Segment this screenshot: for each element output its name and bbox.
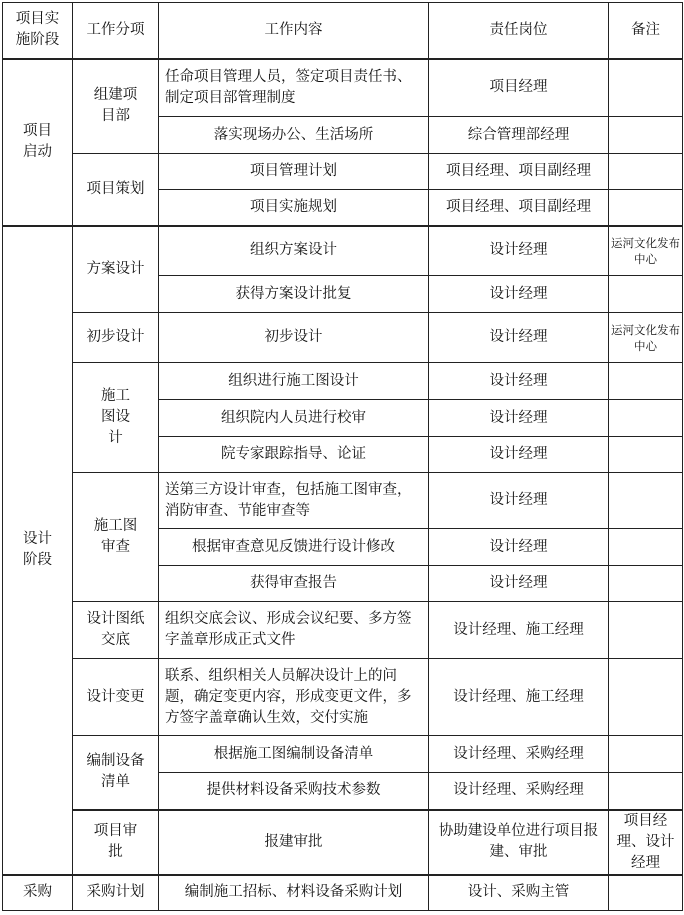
- note-cell: [609, 473, 683, 529]
- content-cell: 编制施工招标、材料设备采购计划: [159, 875, 429, 911]
- table-row: [3, 154, 683, 190]
- content-cell: 根据审查意见反馈进行设计修改: [159, 529, 429, 566]
- note-cell: [609, 736, 683, 773]
- table-row: [3, 59, 683, 117]
- table-row: [3, 313, 683, 363]
- item-cell: 施工图审查: [73, 473, 159, 602]
- role-cell: 设计经理: [429, 566, 609, 602]
- role-cell: 项目经理、项目副经理: [429, 190, 609, 226]
- item-cell: 方案设计: [73, 226, 159, 313]
- work-breakdown-table: [2, 2, 683, 911]
- stage-cell: 采购: [3, 875, 73, 911]
- content-cell: 组织交底会议、形成会议纪要、多方签字盖章形成正式文件: [159, 602, 429, 659]
- role-cell: 设计经理: [429, 400, 609, 437]
- role-cell: 设计经理: [429, 473, 609, 529]
- content-cell: 组织进行施工图设计: [159, 363, 429, 400]
- role-cell: 项目经理: [429, 59, 609, 117]
- item-cell: 施工图设计: [73, 363, 159, 473]
- item-cell: 采购计划: [73, 875, 159, 911]
- role-cell: 设计经理: [429, 437, 609, 473]
- note-cell: [609, 529, 683, 566]
- content-cell: 落实现场办公、生活场所: [159, 117, 429, 154]
- content-cell: 项目实施规划: [159, 190, 429, 226]
- role-cell: 设计经理: [429, 313, 609, 363]
- item-cell: 报建审批: [159, 810, 429, 875]
- table-row: [3, 363, 683, 400]
- note-cell: [609, 437, 683, 473]
- item-cell: 设计变更: [73, 659, 159, 736]
- role-cell: 综合管理部经理: [429, 117, 609, 154]
- note-cell: [609, 659, 683, 736]
- table-row: [3, 602, 683, 659]
- table-row: [3, 473, 683, 529]
- role-cell: 设计经理、施工经理: [429, 659, 609, 736]
- note-cell: 运河文化发布中心: [609, 226, 683, 276]
- table-row: [3, 226, 683, 276]
- role-cell: 设计经理: [429, 529, 609, 566]
- content-cell: 初步设计: [159, 313, 429, 363]
- role-cell: 设计经理: [429, 276, 609, 313]
- content-cell: 项目管理计划: [159, 154, 429, 190]
- content-cell: 获得审查报告: [159, 566, 429, 602]
- role-cell: 设计经理、采购经理: [429, 736, 609, 773]
- note-cell: [609, 773, 683, 810]
- role-cell: 设计经理: [429, 363, 609, 400]
- content-cell: 获得方案设计批复: [159, 276, 429, 313]
- content-cell: 联系、组织相关人员解决设计上的问题，确定变更内容，形成变更文件，多方签字盖章确认生效，交付实施: [159, 659, 429, 736]
- note-cell: [609, 190, 683, 226]
- content-cell: 提供材料设备采购技术参数: [159, 773, 429, 810]
- role-cell: 项目经理、项目副经理: [429, 154, 609, 190]
- header-role: 责任岗位: [429, 3, 609, 59]
- note-cell: [609, 875, 683, 911]
- table-header-row: [3, 3, 683, 59]
- header-content: 工作内容: [159, 3, 429, 59]
- note-cell: [609, 566, 683, 602]
- content-cell: 院专家跟踪指导、论证: [159, 437, 429, 473]
- item-cell: 设计图纸交底: [73, 602, 159, 659]
- table-row: [3, 810, 683, 875]
- stage-cell: 项目启动: [3, 59, 73, 226]
- content-cell: 送第三方设计审查，包括施工图审查，消防审查、节能审查等: [159, 473, 429, 529]
- header-item: 工作分项: [73, 3, 159, 59]
- note-cell: [609, 602, 683, 659]
- header-stage: 项目实施阶段: [3, 3, 73, 59]
- content-cell: 协助建设单位进行项目报建、审批: [429, 810, 609, 875]
- note-cell: [609, 117, 683, 154]
- note-cell: [609, 276, 683, 313]
- stage-cell: 设计阶段: [3, 226, 73, 875]
- table-row: [3, 875, 683, 911]
- content-cell: 组织方案设计: [159, 226, 429, 276]
- stage-cell: 项目审批: [73, 810, 159, 875]
- item-cell: 编制设备清单: [73, 736, 159, 810]
- item-cell: 组建项目部: [73, 59, 159, 154]
- note-cell: [609, 400, 683, 437]
- item-cell: 初步设计: [73, 313, 159, 363]
- role-cell: 设计经理、采购经理: [429, 773, 609, 810]
- content-cell: 组织院内人员进行校审: [159, 400, 429, 437]
- note-cell: [609, 363, 683, 400]
- content-cell: 根据施工图编制设备清单: [159, 736, 429, 773]
- note-cell: 运河文化发布中心: [609, 313, 683, 363]
- item-cell: 项目策划: [73, 154, 159, 226]
- role-cell: 设计经理、施工经理: [429, 602, 609, 659]
- role-cell: 设计经理: [429, 226, 609, 276]
- role-cell: 设计、采购主管: [429, 875, 609, 911]
- table-row: [3, 736, 683, 773]
- role-cell: 项目经理、设计经理: [609, 810, 683, 875]
- note-cell: [609, 154, 683, 190]
- table-row: [3, 659, 683, 736]
- note-cell: [609, 59, 683, 117]
- header-note: 备注: [609, 3, 683, 59]
- content-cell: 任命项目管理人员，签定项目责任书、制定项目部管理制度: [159, 59, 429, 117]
